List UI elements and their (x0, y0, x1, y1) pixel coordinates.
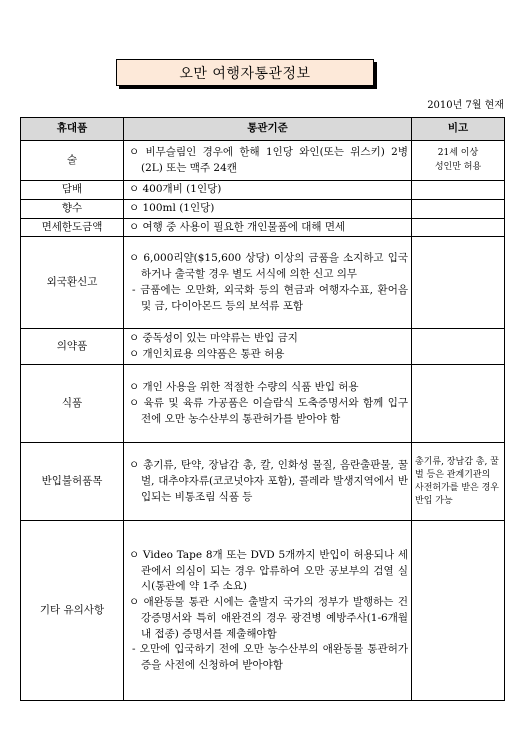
bullet-mark: ㅇ (129, 145, 140, 158)
row-note (412, 237, 505, 329)
table-row (21, 329, 505, 365)
standard-line (127, 251, 408, 283)
table-header-row (21, 118, 505, 141)
standard-line (127, 145, 408, 177)
standard-line (127, 182, 408, 198)
standard-line (127, 396, 408, 428)
bullet-mark: ㅇ (129, 396, 140, 409)
standard-line (127, 380, 408, 396)
line-text: 중독성이 있는 마약류는 반입 금지 (142, 332, 298, 344)
table-body (21, 141, 505, 701)
bullet-mark: ㅇ (129, 201, 140, 214)
bullet-mark: - (132, 283, 136, 296)
customs-table (20, 117, 505, 701)
table-row (21, 365, 505, 443)
row-standard (124, 521, 412, 701)
standard-line (127, 548, 408, 595)
header-item: 휴대품 (21, 118, 124, 141)
standard-line (127, 201, 408, 217)
bullet-mark: ㅇ (129, 596, 140, 608)
row-note (412, 181, 505, 200)
bullet-mark: ㅇ (129, 459, 140, 472)
row-item: 술 (21, 141, 124, 181)
line-text: 애완동물 통관 시에는 출발지 국가의 정부가 발행하는 건강증명서와 특히 애완견의 경우 광견병 예방주사(1-6개월 내 접종) 증명서를 제출해야함 (141, 596, 408, 640)
bullet-mark: ㅇ (129, 332, 140, 344)
line-text: 금품에는 오만화, 외국화 등의 현금과 여행자수표, 환어음 및 금, 다이아몬드 등의 보석류 포함 (140, 283, 408, 312)
standard-line (127, 595, 408, 642)
row-item: 외국환신고 (21, 237, 124, 329)
row-note (412, 218, 505, 237)
row-note (412, 521, 505, 701)
row-item: 담배 (21, 181, 124, 200)
line-text: 개인치료용 의약품은 통관 허용 (142, 347, 285, 360)
note-text: 총기류, 장남감 총, 꿀벌 등은 관계기관의 사전허가를 받은 경우 반입 가능 (415, 456, 499, 506)
standard-line (127, 283, 408, 315)
row-note (412, 365, 505, 443)
row-standard (124, 199, 412, 218)
header-note: 비고 (412, 118, 505, 141)
line-text: 총기류, 탄약, 장남감 총, 칼, 인화성 물질, 음란출판물, 꿀벌, 대추야자류(코코넛야자 포함), 콜레라 발생지역에서 반입되는 비통조림 식품 등 (141, 459, 408, 503)
table-row (21, 521, 505, 701)
line-text: 6,000리얄($15,600 상당) 이상의 금품을 소지하고 입국하거나 출국할 경우 별도 서식에 의한 신고 의무 (141, 252, 408, 280)
standard-line (127, 331, 408, 347)
line-text: 100ml (1인당) (142, 201, 215, 214)
bullet-mark: ㅇ (129, 252, 140, 265)
row-note (412, 199, 505, 218)
standard-line (127, 347, 408, 363)
line-text: 개인 사용을 위한 적절한 수량의 식품 반입 허용 (142, 381, 359, 394)
row-standard (124, 365, 412, 443)
bullet-mark: ㅇ (129, 220, 140, 233)
row-note (412, 443, 505, 521)
row-standard (124, 181, 412, 200)
row-standard (124, 443, 412, 521)
line-text: 육류 및 육류 가공품은 이슬람식 도축증명서와 함께 입구전에 오만 농수산부의 통관허가를 받아야 함 (141, 396, 408, 425)
note-text: 21세 이상 (437, 148, 479, 159)
table-row (21, 141, 505, 181)
row-item: 면세한도금액 (21, 218, 124, 237)
line-text: Video Tape 8개 또는 DVD 5개까지 반입이 허용되나 세관에서 의심이 되는 경우 압류하여 오만 공보부의 검열 실시(통관에 약 1주 소요) (141, 548, 408, 593)
row-note (412, 329, 505, 365)
line-text: 오만에 입국하기 전에 오만 농수산부의 애완동물 통관허가증을 사전에 신청하여 받아야함 (139, 643, 408, 671)
bullet-mark: - (132, 643, 136, 656)
row-item: 식품 (21, 365, 124, 443)
line-text: 400개비 (1인당) (142, 183, 222, 195)
row-standard (124, 141, 412, 181)
line-text: 여행 중 사용이 필요한 개인물품에 대해 면세 (142, 220, 346, 233)
row-note (412, 141, 505, 181)
row-item: 기타 유의사항 (21, 521, 124, 701)
bullet-mark: ㅇ (129, 183, 140, 195)
page-title-text: 오만 여행자통관정보 (179, 65, 311, 82)
standard-line (127, 458, 408, 505)
row-standard (124, 218, 412, 237)
standard-line (127, 642, 408, 674)
table-row (21, 237, 505, 329)
row-standard (124, 329, 412, 365)
table-row (21, 199, 505, 218)
row-item: 반입불허품목 (21, 443, 124, 521)
date-label: 2010년 7월 현재 (427, 100, 504, 111)
table-row (21, 218, 505, 237)
header-standard: 통관기준 (124, 118, 412, 141)
table-row (21, 181, 505, 200)
row-standard (124, 237, 412, 329)
bullet-mark: ㅇ (129, 548, 140, 561)
row-item: 의약품 (21, 329, 124, 365)
page-title (116, 59, 374, 86)
line-text: 비무슬림인 경우에 한해 1인당 와인(또는 위스키) 2병(2L) 또는 맥주 24캔 (141, 145, 408, 174)
standard-line (127, 220, 408, 236)
note-text: 성인만 허용 (434, 161, 482, 172)
bullet-mark: ㅇ (129, 347, 140, 360)
row-item: 향수 (21, 199, 124, 218)
bullet-mark: ㅇ (129, 381, 140, 394)
table-row (21, 443, 505, 521)
